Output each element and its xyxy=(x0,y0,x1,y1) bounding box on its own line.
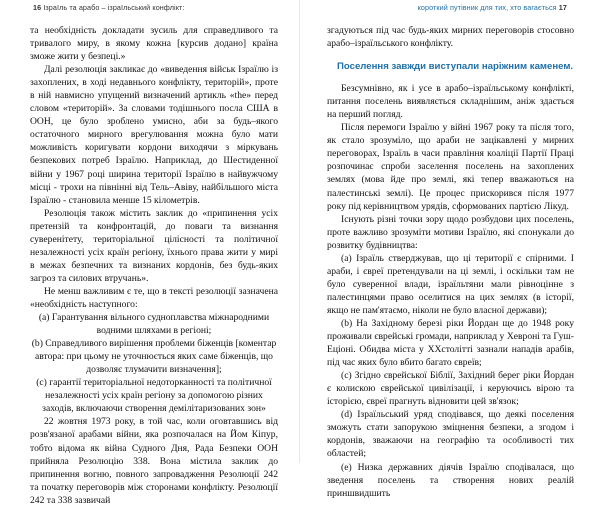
paragraph: Не менш важливим є те, що в тексті резолюції зазначена «необхідність наступного: xyxy=(30,285,278,310)
left-page xyxy=(0,0,300,506)
list-item: (a) Гарантування вільного судноплавства міжнародними водними шляхами в регіоні; xyxy=(38,312,270,337)
left-running-head-title: Ізраїль та арабо – ізраїльський конфлікт: xyxy=(43,3,185,12)
paragraph: згадуються під час будь-яких мирних переговорів стосовно арабо–ізраїльського конфлікту. xyxy=(327,25,574,50)
section-heading: Поселення завжди виступали наріжним каменем. xyxy=(337,61,574,73)
right-body xyxy=(327,24,574,500)
list-item: (e) Низка державних діячів Ізраїлю сподівалася, що зведення поселень та створення нових реалій приншвидшить xyxy=(327,461,574,499)
list-item: (a) Ізраїль стверджував, що ці території є спірними. І араби, і євреї претендували на ці землі, і оскільки там не було суверенної влади, ізраїльтяни мали рівноцінне з палестинцями право оселитися на цих землях (в історії, якщо не пам'ятаємо, ніколи не було власної держави); xyxy=(327,252,574,316)
list-item: (d) Ізраїльський уряд сподівався, що деякі поселення зможуть стати запорукою зміцнення безпеки, а згодом і кордонів, зважаючи на географію та особливості тих областей; xyxy=(327,409,574,460)
paragraph: Існують різні точки зору щодо розбудови цих поселень, проте важливо зрозуміти мотиви Ізраїлю, які спонукали до розвитку будівництва: xyxy=(327,213,574,251)
right-running-head-title: короткий путівник для тих, хто вагається xyxy=(417,3,557,12)
right-page xyxy=(300,0,600,499)
left-page-number: 16 xyxy=(33,3,42,12)
list-item: (b) На Західному березі ріки Йордан ще до 1948 року проживали єврейські громади, наприклад у Хевроні та Гуш-Еціоні. Обидва міста у XXстолітті зазнали нападів арабів, під час яких було вбито багато євреїв; xyxy=(327,317,574,369)
list-item: (b) Справедливого вирішення проблеми біженців [коментар автора: при цьому не уточнюється яких саме біженців, що дозволяє тлумачити визначення]; xyxy=(31,338,277,376)
paragraph: та необхідність докладати зусиль для справедливого та тривалого миру, в якому кожна [курсив додано] країна зможе жити у безпеці.» xyxy=(30,25,278,63)
right-page-number: 17 xyxy=(558,3,567,12)
right-running-head xyxy=(418,3,567,12)
left-running-head xyxy=(33,3,185,12)
paragraph: Безсумнівно, як і усе в арабо–ізраїльському конфлікті, питання поселень виявляється складнішим, аніж здається на перший погляд. xyxy=(327,83,574,121)
list-item: (c) гарантії територіальної недоторканності та політичної незалежності усіх країн регіону за допомогою різних заходів, включаючи створення демілітаризованих зон» xyxy=(36,377,272,415)
paragraph: Резолюція також містить заклик до «припинення усіх претензій та конфронтацій, до поваги та визнання суверенітету, територіальної цілісності та політичної незалежності усіх країн регіону, їхнього права жити у мирі в межах безпечних та визнаних кордонів, без будь-яких загроз та силових втручань». xyxy=(30,207,278,284)
list-item: (c) Згідно єврейської Біблії, Західний берег ріки Йордан є колискою єврейської цивілізації, і керуючись вірою та історією, євреї прагнуть відновити цей зв'язок; xyxy=(327,370,574,408)
left-body xyxy=(30,24,278,507)
paragraph: Після перемоги Ізраїлю у війні 1967 року та після того, як стало зрозуміло, що араби не зацікавлені у мирних переговорах, Ізраїль в часи правління коаліції Партії Праці розпочинає спроби заселення поселень на захоплених землях (мова йде про землі, які тепер вважаються на палестинські землі). Це процес прискорився після 1977 року під керівництвом урядів, сформованих партією Лікуд. xyxy=(327,122,574,212)
paragraph: Далі резолюція закликає до «виведення військ Ізраїлю із захоплених, в ході недавнього конфлікту, територій», проте в ній навмисно упущений визначений артикль «the» перед словом «територій». За словами тодішнього посла США в ООН, це було зроблено умисно, аби за будь–якого остаточного мирного врегулювання можна було мати можливість коригувати кордони виходячи з міркувань безпекових потреб Ізраїлю. Наприклад, до Шестиденної війни у 1967 році ширина території Ізраїлю в найвужчому місці - трохи на півнінні від Тель–Авіву, найбільшого міста Ізраїлю - становила менше 15 кілометрів. xyxy=(30,64,278,206)
paragraph: 22 жовтня 1973 року, в той час, коли оговтавшись від розв'язаної арабами війни, яка розпочалася на Йом Кіпур, тобто відома як війна Судного Дня, Рада Безпеки ООН прийняла Резолюцію 338. Вона містила заклик до припинення вогню, повного запровадження Резолюції 242 та початку переговорів між сторонами конфлікту. Резолюції 242 та 338 зазвичай xyxy=(30,416,278,506)
